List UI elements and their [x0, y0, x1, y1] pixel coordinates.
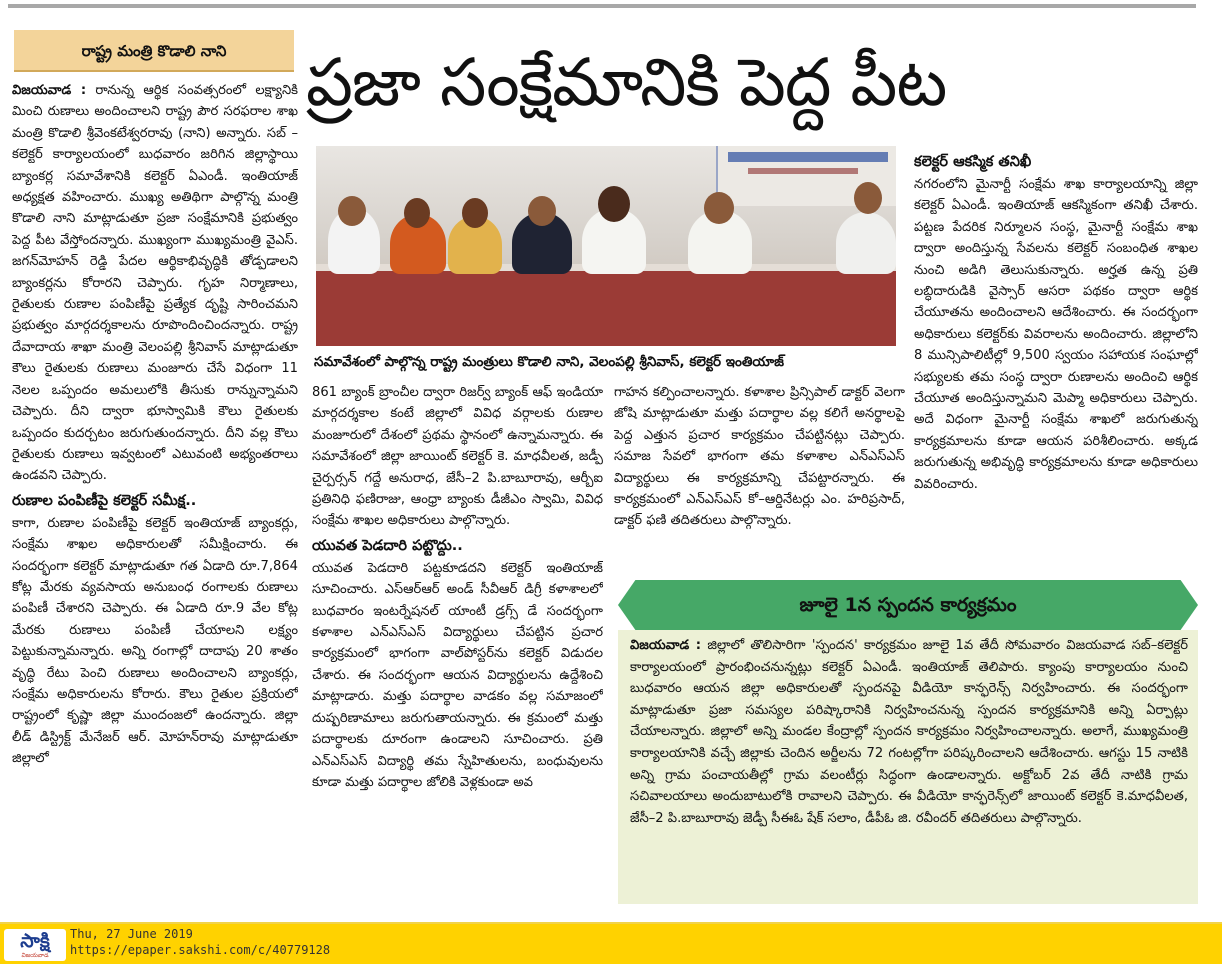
article-column-3	[614, 382, 905, 572]
photo-table	[316, 271, 896, 346]
photo-banner-stripe	[728, 152, 888, 162]
article-headline: ప్రజా సంక్షేమానికి పెద్ద పీట	[306, 44, 947, 121]
logo-subtext: విజయవాడ	[21, 952, 49, 959]
footer-date: Thu, 27 June 2019	[70, 927, 193, 941]
logo-text: సాక్షి	[20, 930, 50, 952]
subhead-youth: యువత పెడదారి పట్టొద్దు..	[312, 537, 463, 554]
spandana-box-header	[618, 580, 1198, 630]
column-1-paragraph-1	[12, 80, 298, 487]
column-3-paragraph-1: గాహన కల్పించాలన్నారు. కళాశాల ప్రిన్సిపాల్ డాక్టర్ వెలగా జోషి మాట్లాడుతూ మత్తు పదార్థాల వల్ల కలిగే అనర్థాలపై పెద్ద ఎత్తున ప్రచార కార్యక్రమం చేపట్టినట్లు చెప్పారు. సమాజ సేవలో భాగంగా తమ కళాశాల ఎన్ఎస్ఎస్ విద్యార్థులు ఈ కార్యక్రమాన్ని చేపట్టారన్నారు. ఈ కార్యక్రమంలో ఎన్ఎస్ఎస్ కో–ఆర్డినేటర్లు ఎం. హరిప్రసాద్, డాక్టర్ ఫణి తదితరులు పాల్గొన్నారు.	[614, 385, 905, 529]
photo-person-head	[462, 198, 488, 228]
photo-person-head	[704, 192, 734, 224]
spandana-dateline: విజయవాడ :	[630, 638, 702, 653]
article-column-1	[12, 80, 298, 910]
subhead-loan-review: రుణాల పంపిణీపై కలెక్టర్ సమీక్ష..	[12, 492, 197, 509]
photo-person-head	[528, 196, 556, 226]
sakshi-logo	[4, 929, 66, 961]
photo-person-head	[854, 182, 882, 214]
photo-caption: సమావేశంలో పాల్గొన్న రాష్ట్ర మంత్రులు కొడాలి నాని, వెలంపల్లి శ్రీనివాస్, కలెక్టర్ ఇంతియాజ్	[314, 354, 784, 370]
article-column-2	[312, 382, 603, 910]
subhead-surprise-inspection: కలెక్టర్ ఆకస్మిక తనిఖీ	[914, 154, 1032, 170]
spandana-box	[618, 630, 1198, 904]
meeting-photo	[316, 146, 896, 346]
column-2-paragraph-2: యువత పెడదారి పట్టకూడదని కలెక్టర్ ఇంతియాజ్ సూచించారు. ఎస్ఆర్ఆర్ అండ్ సీవీఆర్ డిగ్రీ కళాశాలలో బుధవారం ఇంటర్నేషనల్ యాంటీ డ్రగ్స్ డే సందర్భంగా కళాశాల ఎన్ఎస్ఎస్ విద్యార్థులు చేపట్టిన ప్రచార కార్యక్రమంలో భాగంగా వాల్‌పోస్టర్‌ను కలెక్టర్ విడుదల చేశారు. ఈ సందర్భంగా ఆయన విద్యార్థులను ఉద్దేశించి మాట్లాడారు. మత్తు పదార్థాల వాడకం వల్ల సమాజంలో దుష్పరిణామాలు జరుగుతాయన్నారు. ఈ క్రమంలో మత్తు పదార్థాలకు దూరంగా ఉండాలని సూచించారు. ప్రతి ఎన్ఎస్ఎస్ విద్యార్థి తమ స్నేహితులను, బంధువులను కూడా మత్తు పదార్థాల జోలికి వెళ్లకుండా అవ	[312, 560, 603, 790]
spandana-body: జిల్లాలో తొలిసారిగా 'స్పందన' కార్యక్రమం జూలై 1వ తేదీ సోమవారం విజయవాడ సబ్–కలెక్టర్ కార్యాలయంలో ప్రారంభించనున్నట్లు కలెక్టర్ ఏఎండీ. ఇంతియాజ్ తెలిపారు. క్యాంపు కార్యాలయం నుంచి బుధవారం ఆయన జిల్లా అధికారులతో స్పందనపై వీడియో కాన్ఫరెన్స్ నిర్వహించారు. ఈ సందర్భంగా మాట్లాడుతూ ప్రజా సమస్యల పరిష్కారానికి నిర్వహించనున్న స్పందన కార్యక్రమానికి అన్ని ఏర్పాట్లు చేయాలన్నారు. జిల్లాలో అన్ని మండల కేంద్రాల్లో స్పందన కార్యక్రమం నిర్వహించాలన్నారు. అలాగే, ముఖ్యమంత్రి కార్యాలయానికి వచ్చే జిల్లాకు చెందిన అర్జీలను 72 గంటల్లోగా పరిష్కరించాలని ఆదేశించారు. ఆగస్టు 15 నాటికి అన్ని గ్రామ పంచాయతీల్లో గ్రామ వలంటీర్లు సిద్ధంగా ఉండాలన్నారు. అక్టోబర్ 2వ తేదీ నాటికి గ్రామ సచివాలయాలు అందుబాటులోకి రావాలని చెప్పారు. ఈ వీడియో కాన్ఫరెన్స్‌లో జాయింట్ కలెక్టర్ కె.మాధవీలత, జేసీ–2 పి.బాబూరావు జెడ్పీ సీఈఓ షేక్ సలాం, డీపీఓ జి. రవీందర్ తదితరులు పాల్గొన్నారు.	[630, 638, 1188, 826]
article-column-4	[914, 150, 1198, 570]
column-4-paragraph-1: నగరంలోని మైనార్టీ సంక్షేమ శాఖ కార్యాలయాన్ని జిల్లా కలెక్టర్ ఏఎండీ. ఇంతియాజ్ ఆకస్మికంగా తనిఖీ చేశారు. పట్టణ పేదరిక నిర్మూలన సంస్థ, మైనార్టీ సంక్షేమ శాఖ ద్వారా అందిస్తున్న సేవలను కలెక్టర్ సంబంధిత శాఖల నుంచి అడిగి తెలుసుకున్నారు. అర్హత ఉన్న ప్రతి లబ్ధిదారుడికి వైస్సార్ ఆసరా పథకం ద్వారా ఆర్థిక చేయూతను అందించాలని ఆదేశించారు. ఈ సందర్భంగా అధికారులు కలెక్టర్‌కు వివరాలను అందించారు. జిల్లాలోని 8 మున్సిపాలిటీల్లో 9,500 స్వయం సహాయక సంఘాల్లో సభ్యులకు తమ సంస్థ ద్వారా రుణాలను అందించి ఆర్థిక చేయూత అందిస్తున్నామని మెప్మా అధికారులు చెప్పారు. అదే విధంగా మైనార్టీ సంక్షేమ శాఖలో జరుగుతున్న కార్యక్రమాలను కూడా ఆయన పరిశీలించారు. అక్కడ జరుగుతున్న అభివృద్ధి కార్యక్రమాలను కూడా అధికారులు వివరించారు.	[914, 177, 1198, 492]
spandana-box-title: జూలై 1న స్పందన కార్యక్రమం	[799, 594, 1017, 616]
column-1-text-1: రానున్న ఆర్థిక సంవత్సరంలో లక్ష్యానికి మించి రుణాలు అందించాలని రాష్ట్ర పౌర సరఫరాల శాఖ మంత్రి కొడాలి శ్రీవెంకటేశ్వరరావు (నాని) అన్నారు. సబ్ – కలెక్టర్ కార్యాలయంలో బుధవారం జరిగిన జిల్లాస్థాయి బ్యాంకర్ల సమావేశానికి కలెక్టర్ ఏఎండీ. ఇంతియాజ్ అధ్యక్షత వహించారు. ముఖ్య అతిథిగా పాల్గొన్న మంత్రి కొడాలి నాని మాట్లాడుతూ ప్రజా సంక్షేమానికి ప్రభుత్వం పెద్ద పీట వేస్తోందన్నారు. ముఖ్యంగా ముఖ్యమంత్రి వైఎస్. జగన్‌మోహన్ రెడ్డి పేదల ఆర్థికాభివృద్ధికి తోడ్పడాలని బ్యాంకర్లను కోరారని చెప్పారు. గృహ నిర్మాణాలు, రైతులకు రుణాల పంపిణీపై ప్రత్యేక దృష్టి సారించమని ప్రభుత్వం మార్గదర్శకాలను రూపొందించిందన్నారు. రాష్ట్ర దేవాదాయ శాఖా మంత్రి వెలంపల్లి శ్రీనివాస్ మాట్లాడుతూ కౌలు రైతులకు రుణాలు మంజూరు చేసే విధంగా 11 నెలల ఒప్పందం అమలులోకి తీసుకు రాన్నున్నామని చెప్పారు. దీని ద్వారా భూస్వామికి కౌలు రైతులకు ఒప్పందం కుదర్చటం జరుగుతుందన్నారు. దీని వల్ల కౌలు రైతులకు రుణాలు ఇవ్వటంలో ఎటువంటి అభ్యంతరాలు ఉండవని చెప్పారు.	[12, 83, 298, 484]
photo-person	[836, 212, 896, 274]
column-1-paragraph-2: కాగా, రుణాల పంపిణీపై కలెక్టర్ ఇంతియాజ్ బ్యాంకర్లు, సంక్షేమ శాఖల అధికారులతో సమీక్షించారు. ఈ సందర్భంగా కలెక్టర్ మాట్లాడుతూ గత ఏడాది రూ.7,864 కోట్ల మేరకు వ్యవసాయ అనుబంధ రంగాలకు రుణాలు పంపిణీ చేశారని చెప్పారు. ఈ ఏడాది రూ.9 వేల కోట్ల మేరకు రుణాలు పంపిణీ చేయాలని లక్ష్యం పెట్టుకున్నామన్నారు. అన్ని రంగాల్లో దాదాపు 20 శాతం వృద్ధి రేటు పెంచి రుణాలు అందించాలని బ్యాంకర్లు, సంక్షేమ అధికారులను కోరారు. కౌలు రైతుల ప్రక్రియలో రాష్ట్రంలో కృష్ణా జిల్లా ముందంజలో ఉందన్నారు. జిల్లా లీడ్ డిస్ట్రిక్ట్ మేనేజర్ ఆర్. మోహన్‌రావు మాట్లాడుతూ జిల్లాలో	[12, 515, 298, 767]
column-2-paragraph-1: 861 బ్యాంక్ బ్రాంచీల ద్వారా రిజర్వ్ బ్యాంక్ ఆఫ్ ఇండియా మార్గదర్శకాల కంటే జిల్లాలో వివిధ వర్గాలకు రుణాల మంజూరులో దేశంలో ప్రథమ స్థానంలో ఉన్నామన్నారు. ఈ సమావేశంలో జిల్లా జాయింట్ కలెక్టర్ కె. మాధవీలత, జడ్పీ చైర్పర్సన్ గద్దే అనురాధ, జేసీ–2 పి.బాబూరావు, ఆర్బీఐ ప్రతినిధి ఫణిరాజు, ఆంధ్రా బ్యాంకు డీజీఎం స్వామి, వివిధ సంక్షేమ శాఖల అధికారులు పాల్గొన్నారు.	[312, 385, 603, 529]
footer-url[interactable]: https://epaper.sakshi.com/c/40779128	[70, 943, 331, 957]
photo-person-head	[338, 196, 366, 226]
photo-person-head	[404, 198, 430, 228]
dateline: విజయవాడ :	[12, 83, 87, 98]
photo-person-head	[598, 186, 630, 222]
photo-banner-stripe-2	[748, 168, 858, 174]
top-rule	[8, 4, 1196, 8]
article-kicker: రాష్ట్ర మంత్రి కొడాలి నాని	[14, 30, 294, 72]
